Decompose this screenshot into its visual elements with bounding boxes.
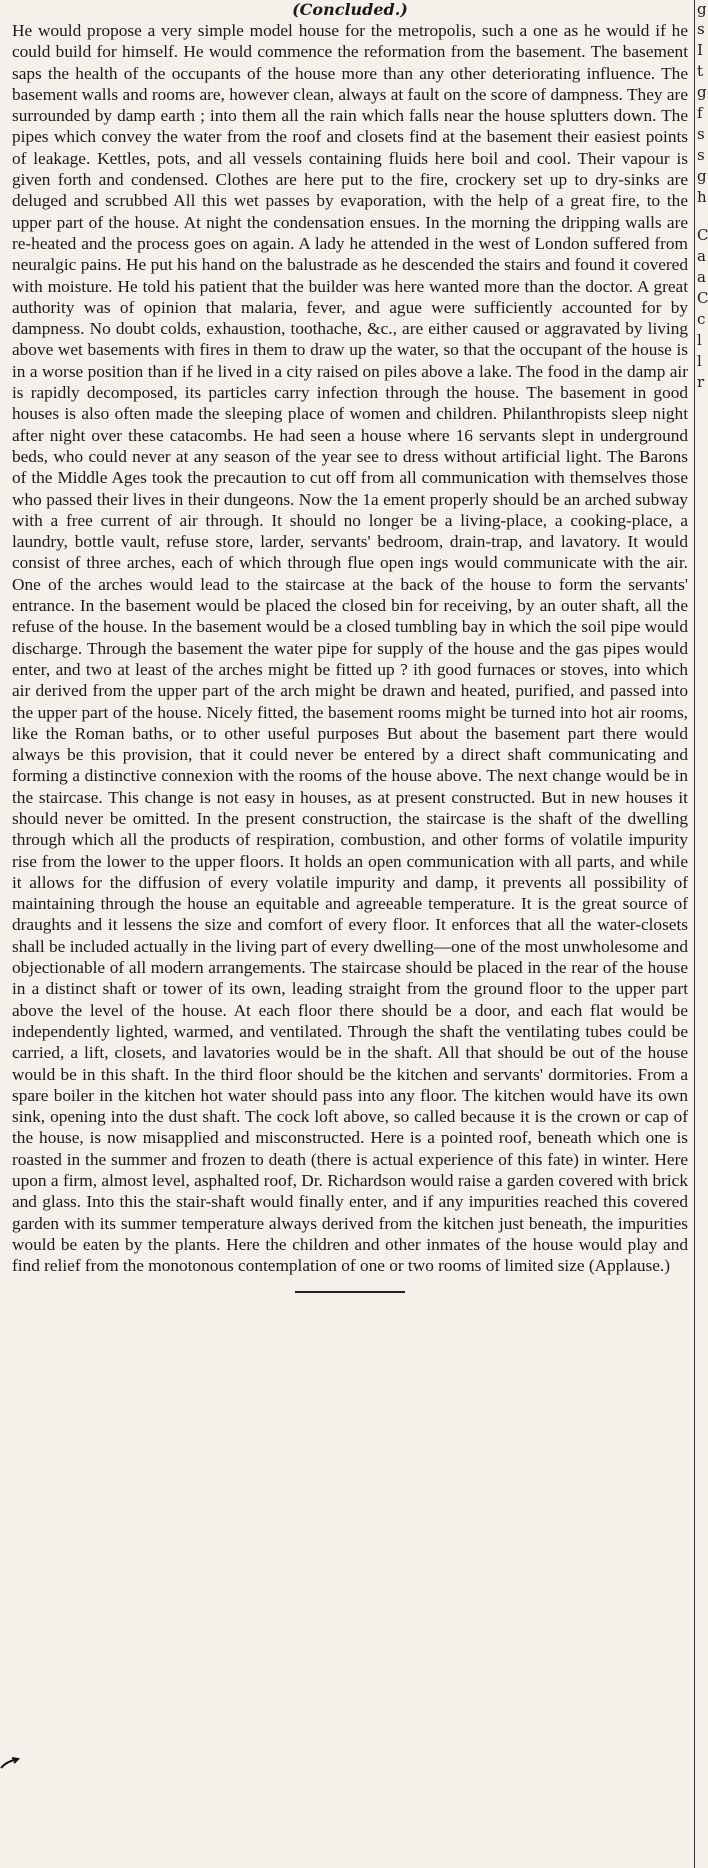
article-column xyxy=(12,0,688,1293)
adjacent-column-letter: g xyxy=(697,0,707,18)
adjacent-column-letter: s xyxy=(697,20,705,38)
article-body xyxy=(12,20,688,1277)
adjacent-column-letter: r xyxy=(697,373,705,391)
article-paragraph: He would propose a very simple model house for the metropolis, such a one as he would if he could build for himself. He would commence the reformation from the basement. The basement saps the health of the occupants of the house more than any other deteriorating influence. The basement walls and rooms are, however clean, always at fault on the score of dampness. They are surrounded by damp earth ; into them all the rain which falls near the house splutters down. The pipes which convey the water from the roof and closets find at the basement their easiest points of leakage. Kettles, pots, and all vessels containing fluids here boil and cool. Their vapour is given forth and condensed. Clothes are here put to the fire, crockery set up to dry-sinks are deluged and scrubbed All this wet passes by evaporation, with the help of a great fire, to the upper part of the house. At night the condensation ensues. In the morning the dripping walls are re-heated and the process goes on again. A lady he attended in the west of London suffered from neuralgic pains. He put his hand on the balustrade as he descended the stairs and found it covered with moisture. He told his patient that the builder was here wanted more than the doctor. A great authority was of opinion that malaria, fever, and ague were sufficiently accounted for by dampness. No doubt colds, exhaustion, toothache, &c., are either caused or aggravated by living above wet basements with fires in them to draw up the water, so that the occupant of the house is in a worse position than if he lived in a city raised on piles above a lake. The food in the damp air is rapidly decomposed, its particles carry infection through the house. The basement in good houses is also often made the sleeping place of women and children. Philanthropists sleep night after night over these catacombs. He had seen a house where 16 servants slept in underground beds, who could never at any season of the year see to dress without artificial light. The Barons of the Middle Ages took the precaution to cut off from all communication with themselves those who passed their lives in their dungeons. Now the 1a ement properly should be an arched subway with a free current of air through. It should no longer be a living-place, a cooking-place, a laundry, bottle vault, refuse store, larder, servants' bedroom, drain-trap, and lavatory. It would consist of three arches, each of which through flue open ings would communicate with the air. One of the arches would lead to the staircase at the back of the house to form the servants' entrance. In the basement would be placed the closed bin for receiving, by an outer shaft, all the refuse of the house. In the basement would be a closed tumbling bay in which the soil pipe would discharge. Through the basement the water pipe for supply of the house and the gas pipes would enter, and two at least of the arches might be fitted up ? ith good furnaces or stoves, into which air derived from the upper part of the arch might be drawn and heated, purified, and passed into the upper part of the house. Nicely fitted, the basement rooms might be turned into hot air rooms, like the Roman baths, or to other useful purposes But about the basement part there would always be this provision, that it could never be entered by a direct shaft communicating and forming a distinctive connexion with the rooms of the house above. The next change would be in the staircase. This change is not easy in houses, as at present constructed. But in new houses it should never be omitted. In the present construction, the staircase is the shaft of the dwelling through which all the products of respiration, combustion, and other forms of volatile impurity rise from the lower to the upper floors. It holds an open communication with all parts, and while it allows for the diffusion of every volatile impurity and damp, it prevents all possibility of maintaining through the house an equitable and agreeable temperature. It is the great source of draughts and it lessens the size and comfort of every floor. It enforces that all the water-closets shall be included actually in the living part of every dwelling—one of the most unwholesome and objectionable of all modern arrangements. The staircase should be placed in the rear of the house in a distinct shaft or tower of its own, leading straight from the ground floor to the upper part above the level of the house. At each floor there should be a door, and each flat would be independently lighted, warmed, and ventilated. Through the shaft the ventilating tubes could be carried, a lift, closets, and lavatories would be in the shaft. All that should be out of the house would be in this shaft. In the third floor should be the kitchen and servants' dormitories. From a spare boiler in the kitchen hot water should pass into any floor. The kitchen would have its own sink, opening into the dust shaft. The cock loft above, so called because it is the crown or cap of the house, is now misapplied and misconstructed. Here is a pointed roof, beneath which one is roasted in the summer and frozen to death (there is actual experience of this fate) in winter. Here upon a firm, almost level, asphalted roof, Dr. Richardson would raise a garden covered with brick and glass. Into this the stair-shaft would finally enter, and if any impurities reached this covered garden with its summer temperature always derived from the kitchen just beneath, the impurities would be eaten by the plants. Here the children and other inmates of the house would play and find relief from the monotonous contemplation of one or two rooms of limited size (Applause.) xyxy=(12,21,688,1276)
adjacent-column-letter: h xyxy=(697,188,707,206)
adjacent-column-letter: I xyxy=(697,41,703,59)
adjacent-column-letter: a xyxy=(697,268,706,286)
adjacent-column-edge xyxy=(694,0,708,1868)
adjacent-column-letter: s xyxy=(697,146,705,164)
adjacent-column-letter: c xyxy=(697,310,706,328)
article-heading: (Concluded.) xyxy=(292,0,408,19)
adjacent-column-letter: g xyxy=(697,167,707,185)
adjacent-column-letter: t xyxy=(697,62,704,80)
adjacent-column-letter: C xyxy=(697,289,708,307)
adjacent-column-letter: g xyxy=(697,83,707,101)
adjacent-column-letter: s xyxy=(697,125,705,143)
adjacent-column-letter: f xyxy=(697,104,703,122)
adjacent-column-letter: a xyxy=(697,247,706,265)
closing-rule xyxy=(295,1291,405,1293)
adjacent-column-letter: l xyxy=(697,331,702,349)
pencil-mark-icon xyxy=(0,1754,20,1774)
adjacent-column-letter: C xyxy=(697,226,708,244)
adjacent-column-letter: l xyxy=(697,352,702,370)
